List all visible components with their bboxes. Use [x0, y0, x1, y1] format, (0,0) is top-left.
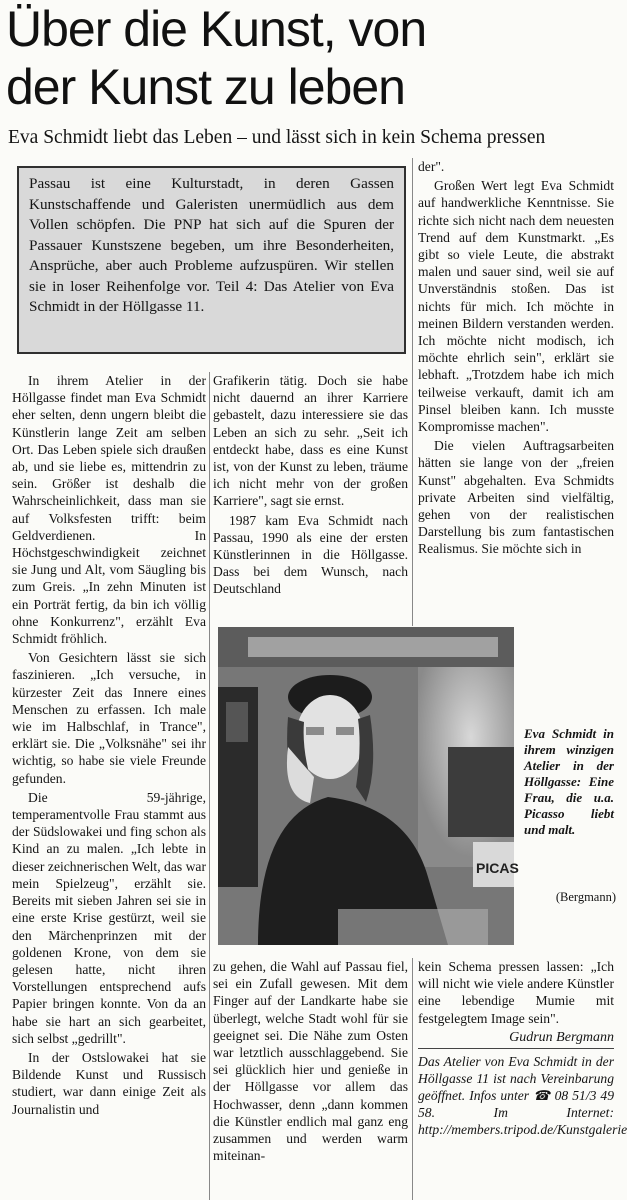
column-divider	[412, 958, 413, 1200]
paragraph: kein Schema pressen lassen: „Ich will nicht wie viele andere Künstler eine lebendige Mumie mit festgelegtem Image sein".	[418, 959, 614, 1026]
paragraph: Grafikerin tätig. Doch sie habe nicht dauernd an ihrer Karriere gebastelt, dazu interessiere sie das Leben an sich zu sehr. „Seit ich entdeckt habe, dass es eine Kunst ist, von der Kunst zu leben, träume ich nicht mehr von der großen Karriere", sagt sie ernst.	[213, 373, 408, 509]
paragraph: der".	[418, 159, 445, 174]
column-3	[418, 158, 614, 558]
column-divider	[209, 372, 210, 1200]
intro-box: Passau ist eine Kulturstadt, in deren Gassen Kunstschaffende und Galeristen unermüdlich aus dem Vollen schöpfen. Die PNP hat sich auf die Spuren der Passauer Kunstszene begeben, um ihre Besonderheiten, Ansprüche, aber auch Probleme aufzuspüren. Wir stellen sie in loser Reihenfolge vor. Teil 4: Das Atelier von Eva Schmidt in der Höllgasse 11.	[17, 166, 406, 354]
info-box: Das Atelier von Eva Schmidt in der Höllgasse 11 ist nach Vereinbarung geöffnet. Infos unter ☎ 08 51/3 49 58. Im Internet: http://members.tripod.de/Kunstgalerie	[418, 1048, 614, 1138]
headline-line-2: der Kunst zu leben	[6, 59, 405, 115]
column-1	[12, 372, 206, 1118]
paragraph: Großen Wert legt Eva Schmidt auf handwerkliche Kenntnisse. Sie richte sich nicht nach dem neuesten Trend auf dem Kunstmarkt. „Es gibt so viele Leute, die abstrakt malen und sauer sind, weil sie auf Unverständnis stoßen. Das ist nichts für mich. Ich möchte in meinen Bildern verstanden werden. Ich möchte nicht modisch, ich möchte ehrlich sein", erklärt sie lebhaft. „Trotzdem habe ich mich teilweise verkauft, damit ich am Pinsel bleiben kann. Ich musste Kompromisse machen".	[418, 178, 614, 435]
column-divider	[412, 158, 413, 626]
column-2	[213, 372, 408, 598]
photo-credit: (Bergmann)	[555, 890, 616, 904]
author-name: Gudrun Bergmann	[509, 1029, 614, 1045]
paragraph: Die vielen Auftragsarbeiten hätten sie lange von der „freien Kunst" abgehalten. Eva Schmidts private Arbeiten sind vielfältig, gehen von der realistischen Darstellung bis zum fantastischen Realismus. Sie möchte sich in	[418, 438, 614, 557]
paragraph: In ihrem Atelier in der Höllgasse findet man Eva Schmidt eher selten, denn ungern bleibt die Künstlerin lange Zeit am selben Ort. Das Leben spiele sich draußen ab, und sie liebe es, mittendrin zu sein. Größer ist deshalb die Wahrscheinlichkeit, dass man sie auf Volksfesten trifft: beim Geldverdienen. In Höchstgeschwindigkeit zeichnet sie Jung und Alt, vom Säugling bis zum Greis. „In zehn Minuten ist ein Porträt fertig, da bin ich völlig ohne Konkurrenz", erzählt Eva Schmidt fröhlich.	[12, 373, 206, 647]
paragraph: Die 59-jährige, temperamentvolle Frau stammt aus der Südslowakei und fing schon als Kind an zu malen. „Ich lebte in dieser zeichnerischen Welt, das war mein Spielzeug", erzählt sie. Bereits mit sieben Jahren sei sie in eine erste Krise gestürzt, weil sie den Märchenprinzen mit der goldenen Krone, von dem sie gelesen hatte, nicht ihren Vorstellungen entsprechend aufs Papier bringen konnte. Von da an habe sie hart an sich gearbeitet, sich selbst „gedrillt".	[12, 789, 206, 1046]
paragraph: zu gehen, die Wahl auf Passau fiel, sei ein Zufall gewesen. Mit dem Finger auf der Landkarte habe sie überlegt, welche Stadt wohl für sie geeignet sei. Die Nähe zum Osten war letztlich ausschlaggebend. Sie sei glücklich hier und genieße in der Höllgasse vor allem das Hochwasser, denn „dann kommen die Künstler endlich mal ganz eng zusammen und werden warm miteinan-	[213, 959, 408, 1164]
column-3-continued	[418, 958, 627, 1138]
headline	[6, 0, 618, 116]
paragraph: In der Ostslowakei hat sie Bildende Kunst und Russisch studiert, war dann einige Zeit als Journalistin und	[12, 1049, 206, 1117]
poster-text: PICAS	[476, 860, 519, 876]
paragraph: 1987 kam Eva Schmidt nach Passau, 1990 als eine der ersten Künstlerinnen in die Höllgasse. Dass bei dem Wunsch, nach Deutschland	[213, 512, 408, 597]
paragraph: Von Gesichtern lässt sie sich faszinieren. „Ich versuche, in kürzester Zeit das Innere eines Menschen zu erfassen. Ich male wie im Halbschlaf, in Trance", erklärt sie. Die „Volksnähe" sei ihr wichtig, so habe sie viele Freunde gefunden.	[12, 650, 206, 786]
article-photo	[218, 627, 519, 945]
photo-image	[218, 627, 519, 945]
photo-caption: Eva Schmidt in ihrem winzigen Atelier in der Höllgasse: Eine Frau, die u.a. Picasso liebt und malt.	[524, 726, 614, 837]
headline-line-1: Über die Kunst, von	[6, 1, 427, 57]
subheadline: Eva Schmidt liebt das Leben – und lässt sich in kein Schema pressen	[8, 127, 546, 148]
column-2-continued	[213, 958, 408, 1164]
